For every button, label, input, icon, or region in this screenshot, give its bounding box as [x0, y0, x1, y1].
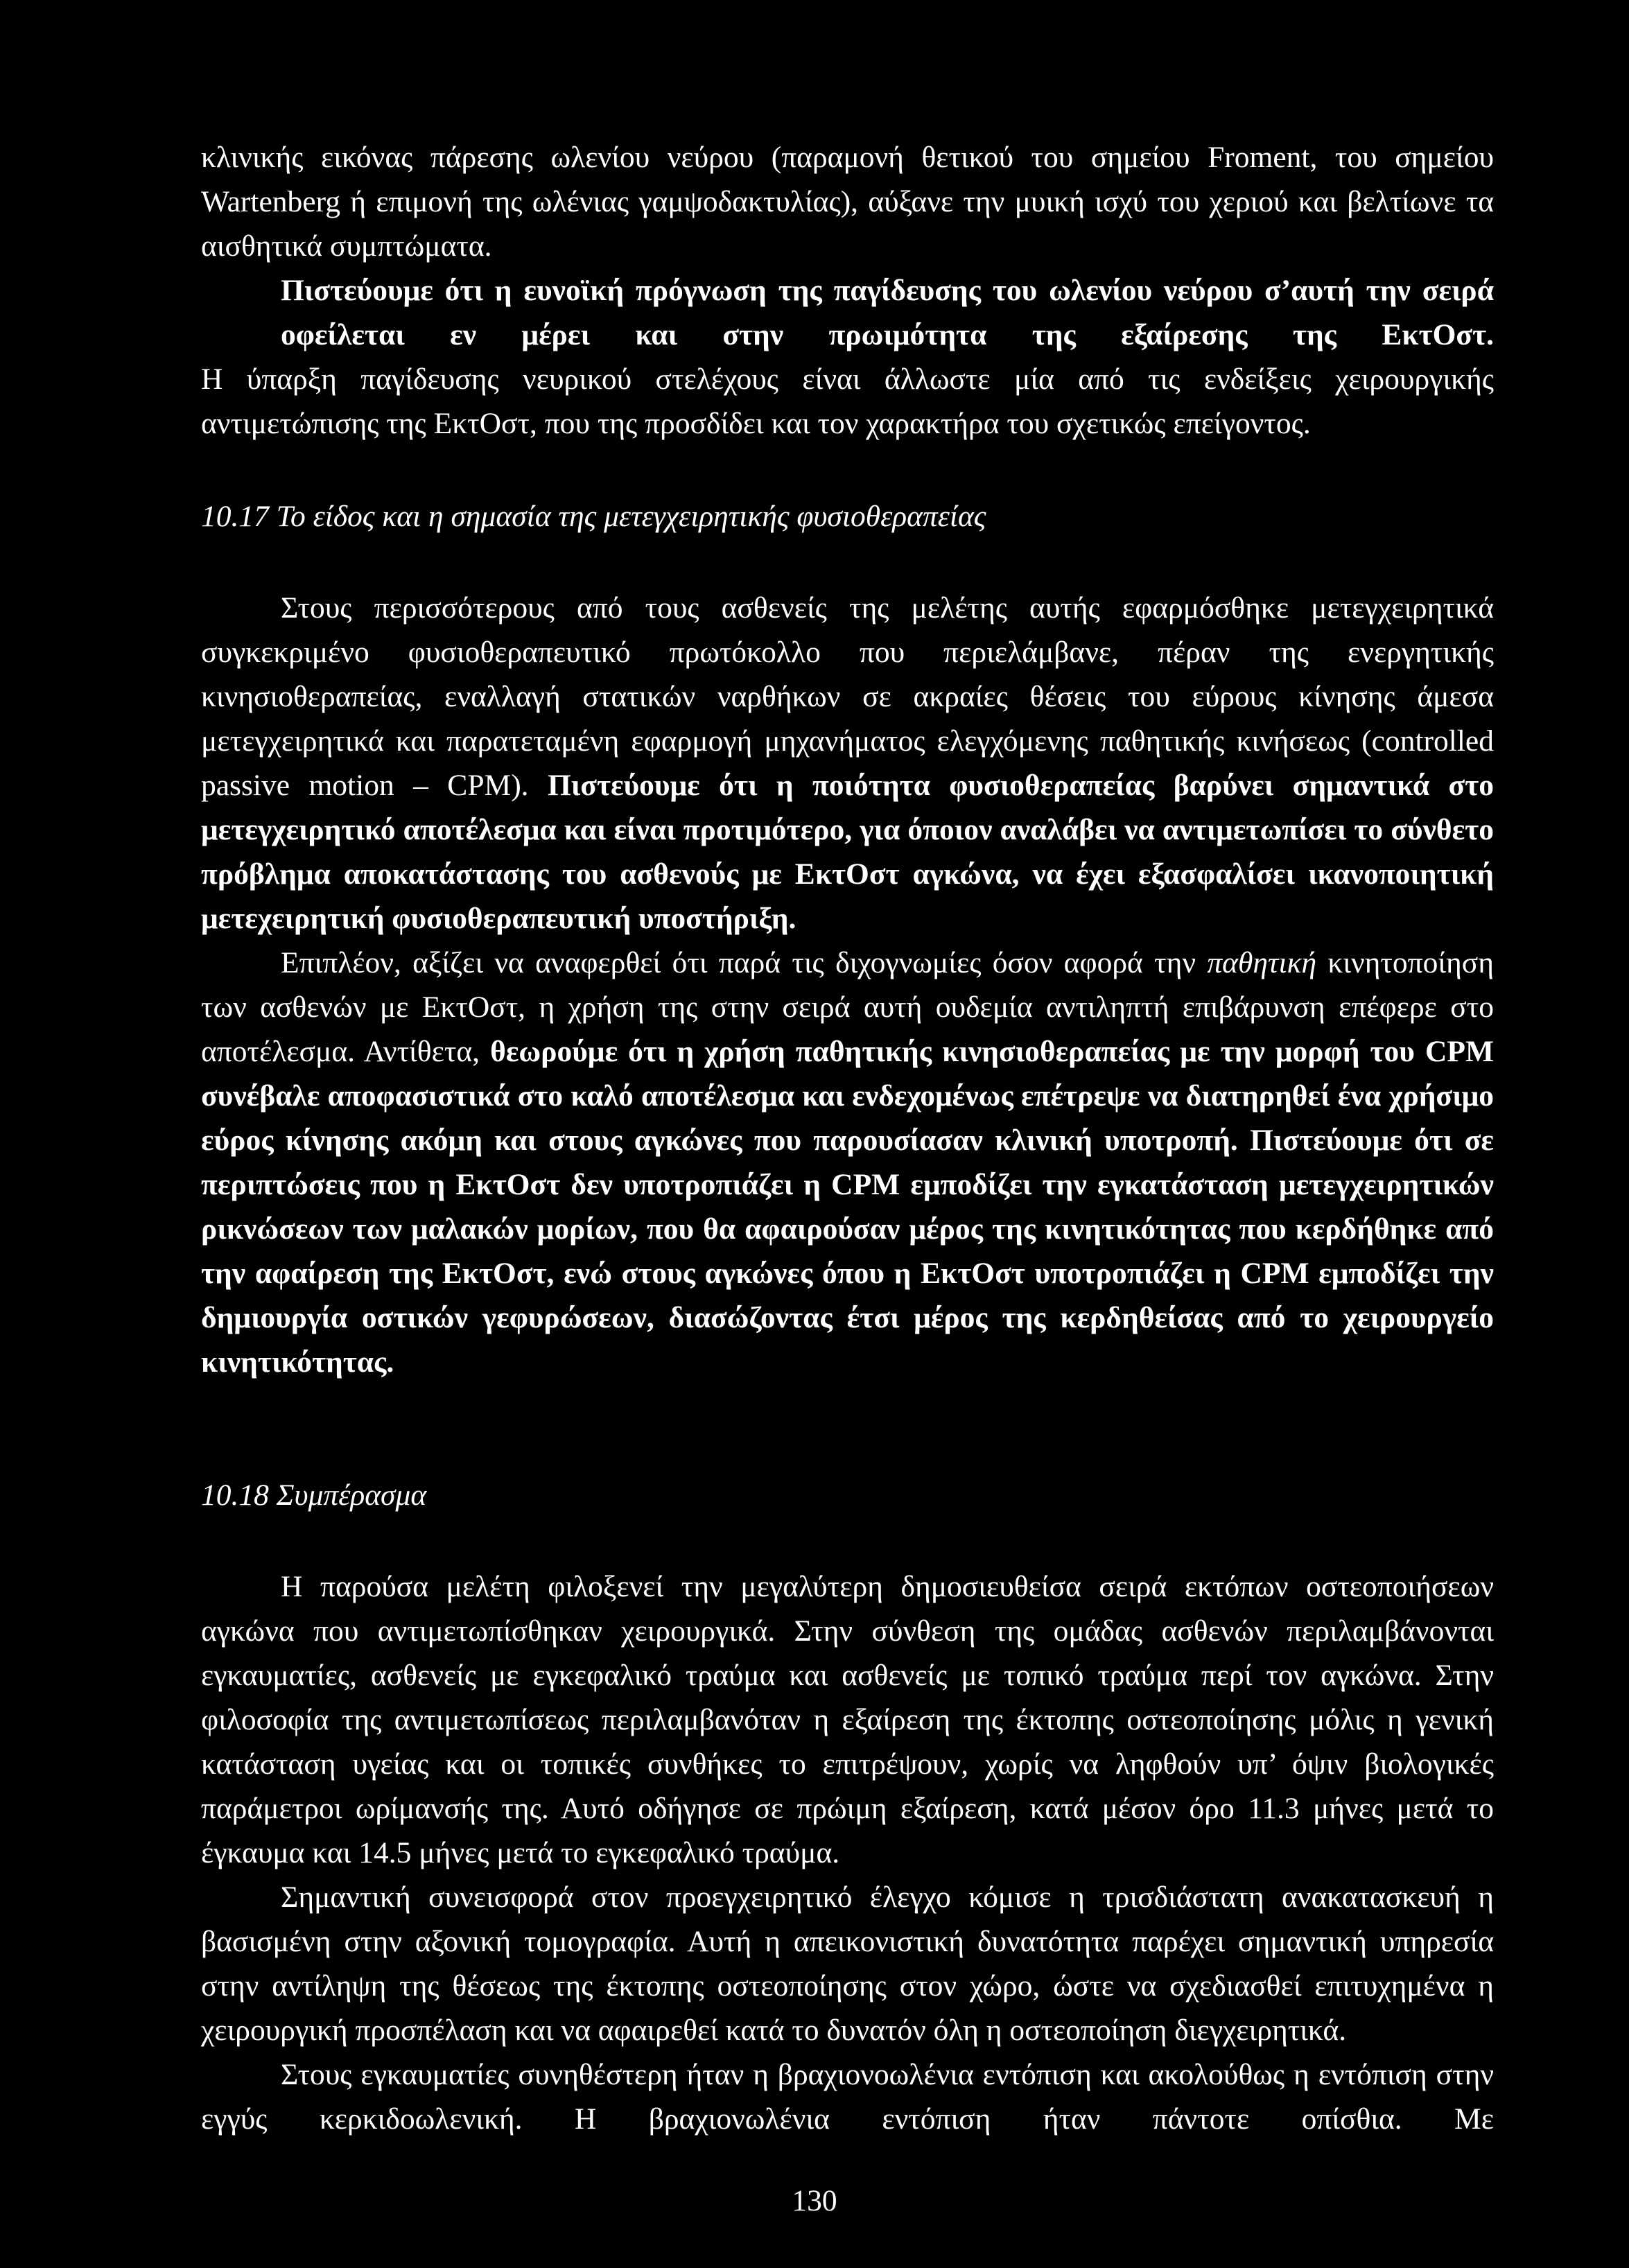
intro-bold-statement: Πιστεύουμε ότι η ευνοϊκή πρόγνωση της παγίδευσης του ωλενίου νεύρου σ’αυτή την σειρά οφείλεται εν μέρει και στην πρωιμότητα της εξαίρεσης της ΕκτΟστ.	[281, 274, 1494, 351]
physio2-italic-word: παθητική	[1207, 946, 1317, 979]
physio-bold-statement: Πιστεύουμε ότι η ποιότητα φυσιοθεραπείας βαρύνει σημαντικά στο μετεγχειρητικό αποτέλεσμα και είναι προτιμότερο, για όποιον αναλάβει να αντιμετωπίσει το σύνθετο πρόβλημα αποκατάστασης του ασθενούς με ΕκτΟστ αγκώνα, να έχει εξασφαλίσει ικανοποιητική μετεχειρητική φυσιοθεραπευτική υποστήριξη.	[201, 769, 1495, 935]
physio2-text: Επιπλέον, αξίζει να αναφερθεί ότι παρά τις διχογνωμίες όσον αφορά την	[281, 946, 1208, 979]
physio2-text-b: κινητοποίηση των ασθενών με ΕκτΟστ, η χρήση της στην σειρά αυτή ουδεμία αντιληπτή επιβάρυνση επέφερε στο αποτέλεσμα. Αντίθετα,	[201, 946, 1494, 1068]
physio2-bold-statement: θεωρούμε ότι η χρήση παθητικής κινησιοθεραπείας με την μορφή του CPM συνέβαλε αποφασιστικά στο καλό αποτέλεσμα και ενδεχομένως επέτρεψε να διατηρηθεί ένα χρήσιμο εύρος κίνησης ακόμη και στους αγκώνες που παρουσίασαν κλινική υποτροπή. Πιστεύουμε ότι σε περιπτώσεις που η ΕκτΟστ δεν υποτροπιάζει η CPM εμποδίζει την εγκατάσταση μετεγχειρητικών ρικνώσεων των μαλακών μορίων, που θα αφαιρούσαν μέρος της κινητικότητας που κερδήθηκε από την αφαίρεση της ΕκτΟστ, ενώ στους αγκώνες όπου η ΕκτΟστ υποτροπιάζει η CPM εμποδίζει την δημιουργία οστικών γεφυρώσεων, διασώζοντας έτσι μέρος της κερδηθείσας από το χειρουργείο κινητικότητας.	[201, 1035, 1495, 1379]
document-body	[201, 135, 1494, 2141]
paragraph-conclusion-1: Η παρούσα μελέτη φιλοξενεί την μεγαλύτερη δημοσιευθείσα σειρά εκτόπων οστεοποιήσεων αγκώνα που αντιμετωπίσθηκαν χειρουργικά. Στην σύνθεση της ομάδας ασθενών περιλαμβάνονται εγκαυματίες, ασθενείς με εγκεφαλικό τραύμα και ασθενείς με τοπικό τραύμα περί τον αγκώνα. Στην φιλοσοφία της αντιμετωπίσεως περιλαμβανόταν η εξαίρεση της έκτοπης οστεοποίησης μόλις η γενική κατάσταση υγείας και οι τοπικές συνθήκες το επιτρέψουν, χωρίς να ληφθούν υπ’ όψιν βιολογικές παράμετροι ωρίμανσής της. Αυτό οδήγησε σε πρώιμη εξαίρεση, κατά μέσον όρο 11.3 μήνες μετά το έγκαυμα και 14.5 μήνες μετά το εγκεφαλικό τραύμα.	[201, 1570, 1494, 1869]
paragraph-physiotherapy-2	[201, 941, 1494, 1384]
section-heading-10-18: 10.18 Συμπέρασμα	[201, 1478, 427, 1512]
paragraph-intro	[201, 135, 1494, 446]
physio-text: Στους περισσότερους από τους ασθενείς της μελέτης αυτής εφαρμόσθηκε μετεγχειρητικά συγκεκριμένο φυσιοθεραπευτικό πρωτόκολλο που περιελάμβανε, πέραν της ενεργητικής κινησιοθεραπείας, εναλλαγή στατικών ναρθήκων σε ακραίες θέσεις του εύρους κίνησης άμεσα μετεγχειρητικά και παρατεταμένη εφαρμογή μηχανήματος ελεγχόμενης παθητικής κινήσεως (controlled passive motion – CPM).	[201, 591, 1494, 802]
intro-text-end: Η ύπαρξη παγίδευσης νευρικού στελέχους είναι άλλωστε μία από τις ενδείξεις χειρουργικής αντιμετώπισης της ΕκτΟστ, που της προσδίδει και τον χαρακτήρα του σχετικώς επείγοντος.	[201, 363, 1494, 440]
intro-text: κλινικής εικόνας πάρεσης ωλενίου νεύρου (παραμονή θετικού του σημείου Froment, του σημείου Wartenberg ή επιμονή της ωλένιας γαμψοδακτυλίας), αύξανε την μυική ισχύ του χεριού και βελτίωνε τα αισθητικά συμπτώματα.	[201, 141, 1494, 263]
paragraph-conclusion-3: Στους εγκαυματίες συνηθέστερη ήταν η βραχιονοωλένια εντόπιση και ακολούθως η εντόπιση στην εγγύς κερκιδοωλενική. Η βραχιονωλένια εντόπιση ήταν πάντοτε οπίσθια. Με	[201, 2058, 1494, 2136]
paragraph-physiotherapy-1	[201, 586, 1494, 941]
section-heading-10-17: 10.17 Το είδος και η σημασία της μετεγχειρητικής φυσιοθεραπείας	[201, 500, 986, 533]
paragraph-conclusion-2: Σημαντική συνεισφορά στον προεγχειρητικό έλεγχο κόμισε η τρισδιάστατη ανακατασκευή η βασισμένη στην αξονική τομογραφία. Αυτή η απεικονιστική δυνατότητα παρέχει σημαντική υπηρεσία στην αντίληψη της θέσεως της έκτοπης οστεοποίησης στον χώρο, ώστε να σχεδιασθεί επιτυχημένα η χειρουργική προσπέλαση και να αφαιρεθεί κατά το δυνατόν όλη η οστεοποίηση διεγχειρητικά.	[201, 1881, 1494, 2047]
page-number: 130	[792, 2184, 837, 2217]
